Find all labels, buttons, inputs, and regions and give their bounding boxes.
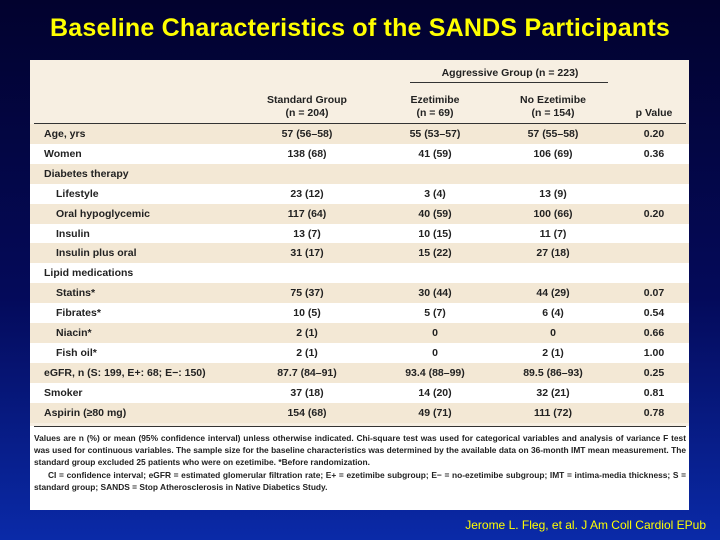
- cell-p-value: 0.20: [643, 207, 665, 220]
- cell-p-value: 0.07: [643, 287, 665, 300]
- cell-p-value: 0.78: [643, 406, 665, 419]
- table-row: [30, 363, 689, 383]
- cell-p-value: 0.54: [643, 307, 665, 320]
- cell-p-value: [626, 224, 682, 244]
- cell-p-value: 0.20: [643, 128, 665, 140]
- row-label: Niacin*: [56, 327, 92, 339]
- cell-p-value: 0.25: [643, 366, 665, 379]
- col-header-p-value: p Value: [635, 107, 673, 119]
- row-label: Lipid medications: [44, 267, 134, 280]
- cell-standard: 31 (17): [290, 247, 324, 260]
- row-label: Diabetes therapy: [44, 167, 129, 180]
- table-row: [30, 243, 689, 263]
- cell-no-ezetimibe: 44 (29): [536, 287, 570, 300]
- cell-p-value: 1.00: [643, 346, 665, 359]
- row-label: Insulin: [56, 227, 90, 240]
- cell-ezetimibe: [390, 263, 480, 283]
- table-panel: [30, 60, 689, 510]
- cell-standard: 10 (5): [293, 307, 321, 320]
- table-row: [30, 343, 689, 363]
- col-header-no-ezetimibe: [498, 94, 608, 120]
- cell-no-ezetimibe: 0: [550, 327, 556, 339]
- cell-p-value: 0.66: [643, 327, 665, 339]
- cell-ezetimibe: 41 (59): [418, 147, 452, 160]
- cell-p-value: 0.81: [643, 386, 665, 399]
- cell-standard: 154 (68): [287, 406, 327, 419]
- cell-ezetimibe: 0: [432, 346, 438, 359]
- cell-ezetimibe: 49 (71): [418, 406, 452, 419]
- cell-no-ezetimibe: 57 (55–58): [527, 128, 579, 140]
- table-row: [30, 184, 689, 204]
- col-header-no-ezetimibe-name: No Ezetimibe: [520, 94, 586, 106]
- cell-p-value: [626, 184, 682, 204]
- table-abbreviations: CI = confidence interval; eGFR = estimated glomerular filtration rate; E+ = ezetimibe subgroup; E− = no-ezetimibe subgroup; IMT = intima-media thickness; S = standard group; SANDS = Stop Atherosclerosis in Native Diabetics Study.: [34, 470, 686, 492]
- cell-ezetimibe: [390, 164, 480, 184]
- col-header-no-ezetimibe-n: (n = 154): [531, 107, 575, 119]
- table-row: [30, 403, 689, 423]
- cell-standard: 2 (1): [296, 346, 318, 359]
- cell-no-ezetimibe: 111 (72): [534, 406, 572, 419]
- cell-ezetimibe: 40 (59): [418, 207, 452, 220]
- group-header-rule: [410, 82, 608, 83]
- cell-no-ezetimibe: 13 (9): [539, 187, 567, 200]
- table-row: [30, 263, 689, 283]
- cell-ezetimibe: 15 (22): [418, 247, 452, 260]
- cell-no-ezetimibe: 2 (1): [542, 346, 564, 359]
- cell-standard: 37 (18): [290, 386, 324, 399]
- cell-standard: 75 (37): [290, 287, 324, 300]
- cell-ezetimibe: 93.4 (88–99): [405, 366, 465, 379]
- cell-ezetimibe: 3 (4): [424, 187, 446, 200]
- col-header-ezetimibe-n: (n = 69): [416, 107, 454, 119]
- row-label: Fibrates*: [56, 307, 101, 320]
- citation: Jerome L. Fleg, et al. J Am Coll Cardiol EPub: [465, 518, 706, 532]
- cell-standard: [252, 164, 362, 184]
- slide-title: Baseline Characteristics of the SANDS Participants: [50, 14, 670, 42]
- row-label: Lifestyle: [56, 187, 99, 200]
- cell-ezetimibe: 55 (53–57): [409, 128, 461, 140]
- table-bottom-rule: [34, 426, 686, 427]
- col-header-ezetimibe-name: Ezetimibe: [410, 94, 460, 106]
- cell-standard: 138 (68): [287, 147, 327, 160]
- table-row: [30, 383, 689, 403]
- col-header-standard-name: Standard Group: [267, 94, 347, 106]
- table-row: [30, 124, 689, 144]
- row-label: Aspirin (≥80 mg): [44, 406, 127, 419]
- cell-no-ezetimibe: 27 (18): [536, 247, 570, 260]
- table-row: [30, 303, 689, 323]
- table-row: [30, 204, 689, 224]
- table-row: [30, 164, 689, 184]
- cell-ezetimibe: 10 (15): [418, 227, 452, 240]
- cell-standard: 57 (56–58): [281, 128, 333, 140]
- cell-standard: 117 (64): [287, 207, 327, 220]
- cell-no-ezetimibe: 6 (4): [542, 307, 564, 320]
- cell-no-ezetimibe: 89.5 (86–93): [523, 366, 583, 379]
- cell-ezetimibe: 14 (20): [418, 386, 452, 399]
- cell-no-ezetimibe: [498, 263, 608, 283]
- cell-standard: 87.7 (84–91): [277, 366, 337, 379]
- cell-ezetimibe: 5 (7): [424, 307, 446, 320]
- cell-no-ezetimibe: 32 (21): [536, 386, 570, 399]
- cell-standard: 2 (1): [296, 327, 318, 339]
- col-header-ezetimibe: [390, 94, 480, 120]
- row-label: Oral hypoglycemic: [56, 207, 150, 220]
- cell-ezetimibe: 30 (44): [418, 287, 452, 300]
- cell-standard: 23 (12): [290, 187, 324, 200]
- row-label: Insulin plus oral: [56, 247, 137, 260]
- cell-p-value: [626, 263, 682, 283]
- table-row: [30, 224, 689, 244]
- cell-no-ezetimibe: [498, 164, 608, 184]
- cell-p-value: 0.36: [643, 147, 665, 160]
- cell-no-ezetimibe: 106 (69): [533, 147, 573, 160]
- cell-p-value: [626, 164, 682, 184]
- cell-ezetimibe: 0: [432, 327, 438, 339]
- col-header-standard-n: (n = 204): [285, 107, 329, 119]
- table-footnote: Values are n (%) or mean (95% confidence interval) unless otherwise indicated. Chi-square test was used for categorical variables and analysis of variance F test was used for continuous variables. The sample size for the baseline characteristics was determined by the available data on 36-month IMT mean measurement. The standard group excluded 25 patients who were on ezetimibe. *Before randomization.: [34, 433, 686, 467]
- row-label: Fish oil*: [56, 346, 97, 359]
- table-row: [30, 144, 689, 164]
- row-label: Women: [44, 147, 82, 160]
- row-label: Statins*: [56, 287, 96, 300]
- cell-no-ezetimibe: 11 (7): [539, 227, 567, 240]
- table-row: [30, 323, 689, 343]
- cell-standard: [252, 263, 362, 283]
- cell-standard: 13 (7): [293, 227, 321, 240]
- cell-no-ezetimibe: 100 (66): [533, 207, 573, 220]
- aggressive-group-header: Aggressive Group (n = 223): [441, 67, 579, 79]
- row-label: Age, yrs: [44, 128, 86, 140]
- row-label: eGFR, n (S: 199, E+: 68; E−: 150): [44, 366, 206, 379]
- col-header-standard: [252, 94, 362, 120]
- row-label: Smoker: [44, 386, 83, 399]
- cell-p-value: [626, 243, 682, 263]
- table-row: [30, 283, 689, 303]
